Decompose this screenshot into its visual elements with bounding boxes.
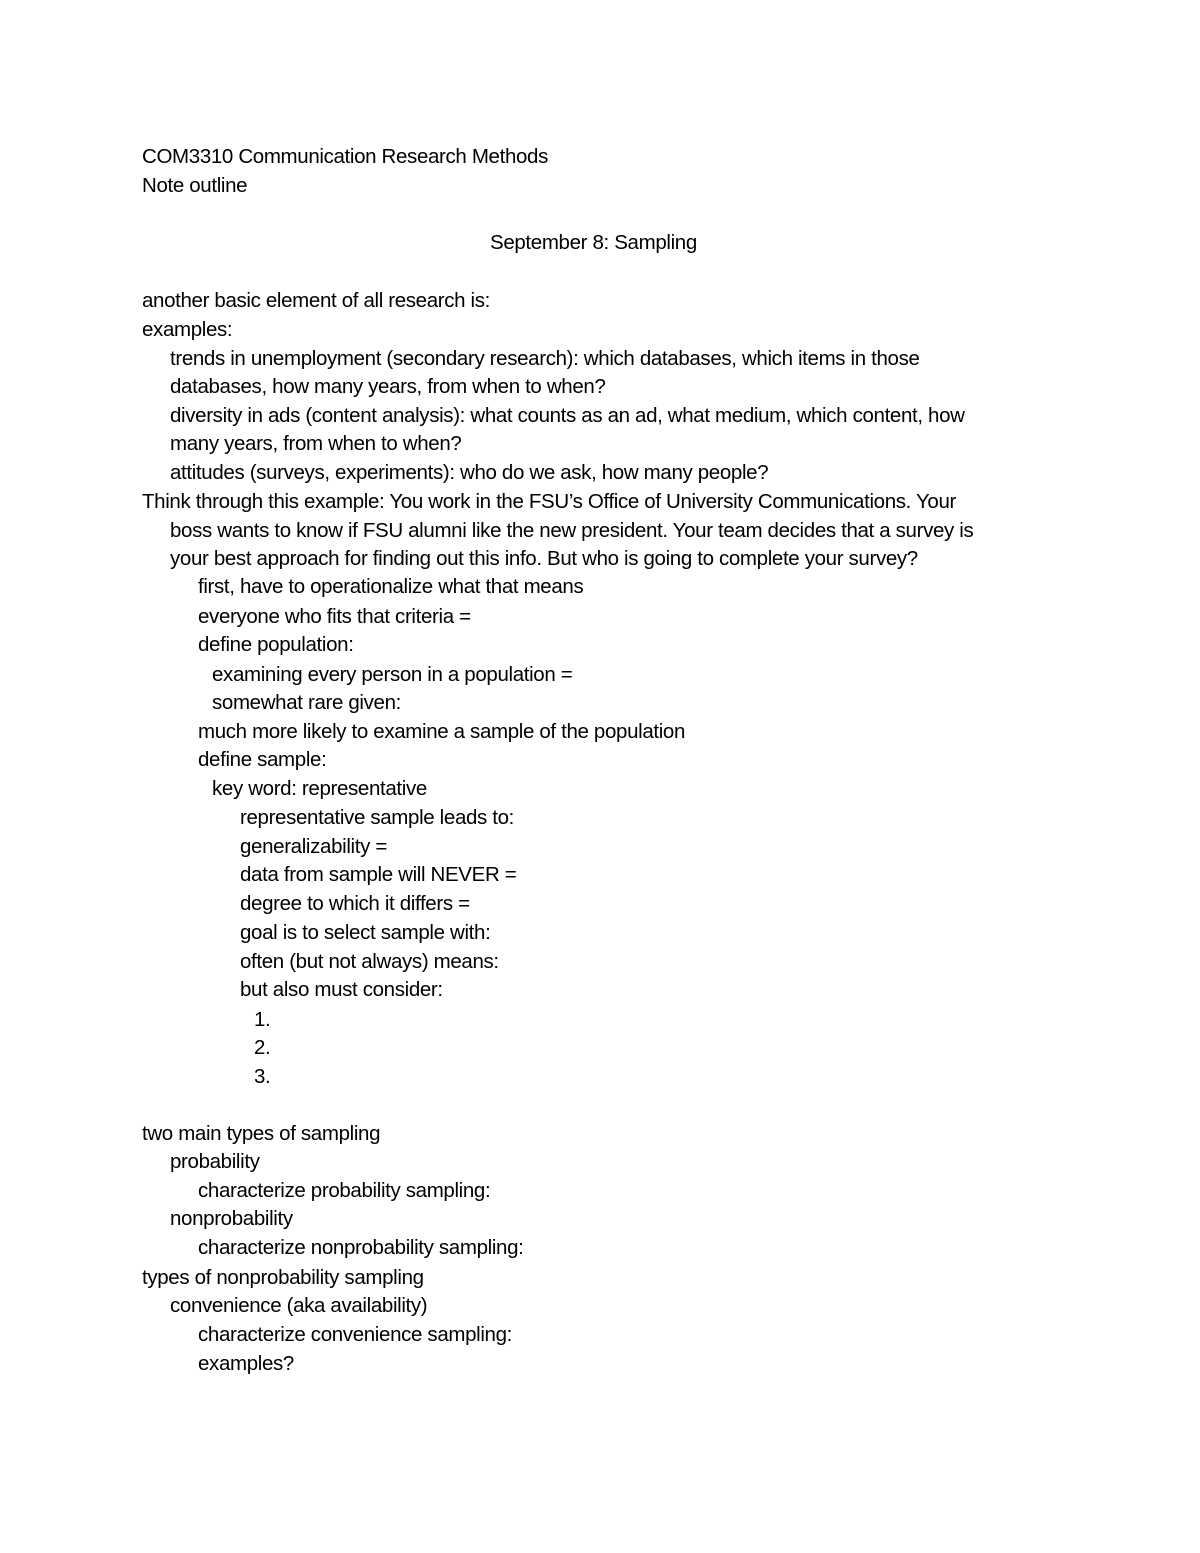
outline-line: but also must consider: [240,978,443,1001]
outline-line: trends in unemployment (secondary research): which databases, which items in those [170,347,920,370]
outline-line: data from sample will NEVER = [240,863,517,886]
outline-line: convenience (aka availability) [170,1294,428,1317]
outline-line: types of nonprobability sampling [142,1266,424,1289]
outline-line: probability [170,1150,260,1173]
numbered-item: 1. [254,1008,271,1031]
outline-line: diversity in ads (content analysis): what counts as an ad, what medium, which content, how [170,404,965,427]
outline-line: databases, how many years, from when to when? [170,375,606,398]
outline-line: define population: [198,633,354,656]
outline-line: characterize convenience sampling: [198,1323,512,1346]
section-title: September 8: Sampling [490,231,697,254]
outline-line: first, have to operationalize what that means [198,575,584,598]
outline-line: characterize probability sampling: [198,1179,491,1202]
outline-line: representative sample leads to: [240,806,515,829]
outline-line: much more likely to examine a sample of the population [198,720,686,743]
outline-line: characterize nonprobability sampling: [198,1236,524,1259]
outline-line: often (but not always) means: [240,950,499,973]
outline-line: two main types of sampling [142,1122,381,1145]
outline-line: examples: [142,318,233,341]
outline-line: key word: representative [212,777,427,800]
outline-line: boss wants to know if FSU alumni like the new president. Your team decides that a survey is [170,519,974,542]
outline-line: somewhat rare given: [212,691,401,714]
outline-line: goal is to select sample with: [240,921,491,944]
outline-line: define sample: [198,748,327,771]
outline-line: many years, from when to when? [170,432,462,455]
outline-line: degree to which it differs = [240,892,470,915]
outline-line: Think through this example: You work in the FSU’s Office of University Communications. Your [142,490,956,513]
numbered-item: 3. [254,1065,271,1088]
outline-line: generalizability = [240,835,387,858]
numbered-item: 2. [254,1036,271,1059]
outline-line: nonprobability [170,1207,293,1230]
course-title: COM3310 Communication Research Methods [142,145,548,168]
outline-line: everyone who fits that criteria = [198,605,471,628]
document-subtitle: Note outline [142,174,248,197]
outline-line: attitudes (surveys, experiments): who do we ask, how many people? [170,461,769,484]
outline-line: your best approach for finding out this info. But who is going to complete your survey? [170,547,918,570]
outline-line: another basic element of all research is: [142,289,491,312]
outline-line: examples? [198,1352,294,1375]
outline-line: examining every person in a population = [212,663,573,686]
